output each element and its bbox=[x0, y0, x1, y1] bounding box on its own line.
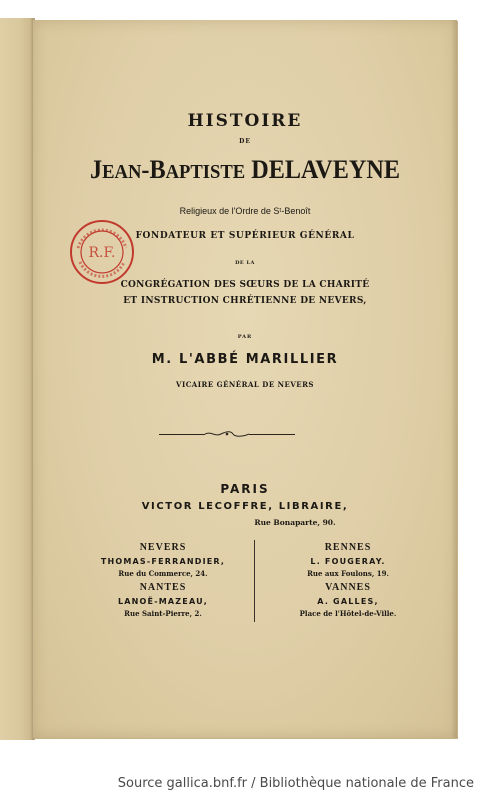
book-title: HISTOIRE bbox=[187, 111, 303, 131]
column-divider bbox=[254, 540, 255, 622]
branch-address: Place de l'Hôtel-de-Ville. bbox=[299, 609, 397, 618]
svg-text:R.F.: R.F. bbox=[88, 245, 116, 261]
book-subject-name: JEAN-BAPTISTE DELAVEYNE bbox=[90, 155, 400, 184]
branches-right-column bbox=[258, 540, 438, 620]
publisher-city: PARIS bbox=[220, 482, 270, 496]
subtitle-instruction: ET INSTRUCTION CHRÉTIENNE DE NEVERS, bbox=[123, 296, 367, 306]
branch-address: Rue Saint-Pierre, 2. bbox=[124, 609, 202, 618]
author-role: VICAIRE GÉNÉRAL DE NEVERS bbox=[176, 380, 314, 389]
title-page bbox=[33, 20, 457, 738]
branch-address: Rue aux Foulons, 19. bbox=[307, 569, 389, 578]
branches-left-column bbox=[73, 540, 253, 620]
branch-city: VANNES bbox=[325, 582, 371, 593]
branch-bookseller: L. FOUGERAY. bbox=[310, 557, 386, 566]
subtitle-congregation: CONGRÉGATION DES SŒURS DE LA CHARITÉ bbox=[120, 280, 370, 290]
subtitle-connector-de-la: DE LA bbox=[235, 260, 255, 266]
publisher-name: VICTOR LECOFFRE, LIBRAIRE, bbox=[141, 501, 349, 512]
title-connector-de: DE bbox=[239, 138, 251, 145]
library-stamp-icon bbox=[68, 218, 136, 286]
branch-city: NANTES bbox=[139, 582, 187, 593]
author-name: M. L'ABBÉ MARILLIER bbox=[151, 352, 339, 367]
subtitle-religious-order: Religieux de l'Ordre de Sᵗ-Benoît bbox=[179, 206, 311, 216]
facing-page-edge bbox=[0, 18, 35, 740]
branch-bookseller: LANOË-MAZEAU, bbox=[117, 597, 209, 606]
branch-city: RENNES bbox=[324, 542, 372, 553]
publisher-address: Rue Bonaparte, 90. bbox=[254, 518, 336, 527]
branch-bookseller: THOMAS-FERRANDIER, bbox=[100, 557, 226, 566]
ornamental-divider bbox=[159, 432, 295, 436]
author-connector-par: PAR bbox=[237, 334, 253, 340]
subtitle-founder: FONDATEUR ET SUPÉRIEUR GÉNÉRAL bbox=[135, 231, 355, 241]
source-footer: Source gallica.bnf.fr / Bibliothèque nationale de France bbox=[117, 776, 474, 791]
branch-city: NEVERS bbox=[139, 542, 187, 553]
branch-address: Rue du Commerce, 24. bbox=[118, 569, 208, 578]
branch-bookseller: A. GALLES, bbox=[317, 597, 379, 606]
